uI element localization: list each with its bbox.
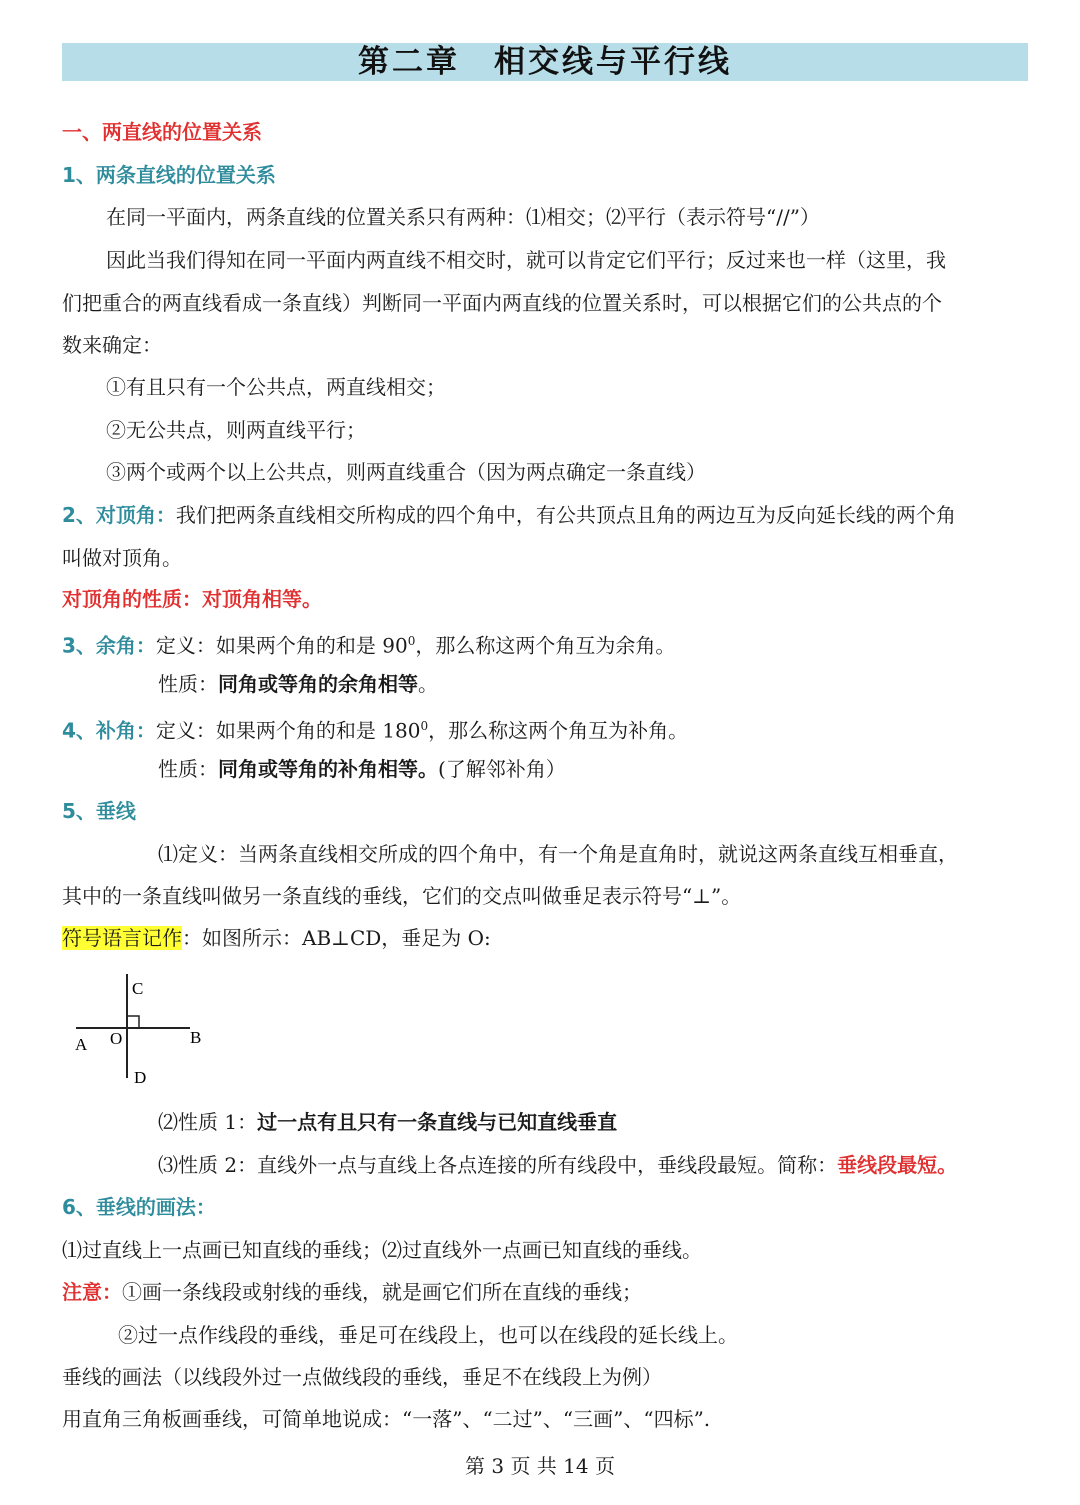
- definition-text: 定义：如果两个角的和是 180: [155, 718, 421, 743]
- paragraph: 数来确定：: [62, 333, 162, 357]
- subsection-heading-6: 6、垂线的画法：: [62, 1195, 216, 1219]
- chapter-title-bar: [62, 43, 1028, 81]
- paragraph: 其中的一条直线叫做另一条直线的垂线，它们的交点叫做垂足表示符号“⊥”。: [62, 884, 742, 908]
- page-footer: 第 3 页 共 14 页: [465, 1454, 615, 1478]
- punctuation: 。: [418, 672, 438, 696]
- subsection-heading-5: 5、垂线: [62, 799, 136, 823]
- subsection-label: 4、补角：: [62, 718, 156, 743]
- list-item: ①有且只有一个公共点，两直线相交；: [106, 375, 446, 399]
- subsection-heading-1: 1、两条直线的位置关系: [62, 163, 276, 187]
- vertical-angle-definition: [62, 501, 956, 529]
- label-b: B: [190, 1028, 202, 1047]
- symbol-text: ：如图所示：AB⊥CD，垂足为 O:: [182, 926, 491, 950]
- definition-text: 我们把两条直线相交所构成的四个角中，有公共顶点且角的两边互为反向延长线的两个角: [175, 503, 956, 527]
- label-o: O: [110, 1029, 123, 1048]
- property-label: 性质：: [158, 757, 218, 781]
- paragraph: ⑴过直线上一点画已知直线的垂线；⑵过直线外一点画已知直线的垂线。: [62, 1238, 702, 1262]
- note-text: ①画一条线段或射线的垂线，就是画它们所在直线的垂线；: [122, 1280, 642, 1304]
- property-text: 同角或等角的余角相等: [218, 672, 418, 696]
- label-a: A: [75, 1035, 88, 1054]
- chapter-title: 第二章 相交线与平行线: [358, 44, 732, 80]
- label-d: D: [134, 1068, 147, 1087]
- note-line-1: [62, 1278, 642, 1306]
- perpendicular-figure: [70, 970, 230, 1090]
- superscript: 0: [420, 719, 429, 733]
- definition-text: 定义：如果两个角的和是 90: [155, 633, 408, 658]
- perpendicular-property-2: [158, 1151, 957, 1179]
- property-label: ⑵性质 1：: [158, 1110, 258, 1134]
- property-note: (了解邻补角）: [438, 757, 566, 781]
- perpendicular-property-1: [158, 1108, 617, 1136]
- list-item: ②无公共点，则两直线平行；: [106, 418, 366, 442]
- paragraph: 叫做对顶角。: [62, 546, 182, 570]
- property-text: ⑶性质 2：直线外一点与直线上各点连接的所有线段中，垂线段最短。简称：: [158, 1153, 838, 1177]
- list-item: ③两个或两个以上公共点，则两直线重合（因为两点确定一条直线）: [106, 460, 706, 484]
- definition-text: ，那么称这两个角互为余角。: [415, 633, 676, 658]
- paragraph: 因此当我们得知在同一平面内两直线不相交时，就可以肯定它们平行；反过来也一样（这里，我: [106, 248, 946, 272]
- paragraph: ⑴定义：当两条直线相交所成的四个角中，有一个角是直角时，就说这两条直线互相垂直，: [158, 842, 958, 866]
- complementary-angle-property: [158, 670, 438, 698]
- property-text: 过一点有且只有一条直线与已知直线垂直: [257, 1110, 618, 1134]
- subsection-label: 3、余角：: [62, 633, 156, 658]
- symbol-language-line: [62, 924, 491, 952]
- property-label: 性质：: [158, 672, 218, 696]
- label-c: C: [132, 979, 144, 998]
- paragraph: 垂线的画法（以线段外过一点做线段的垂线，垂足不在线段上为例）: [62, 1365, 662, 1389]
- note-line-2: ②过一点作线段的垂线，垂足可在线段上，也可以在线段的延长线上。: [118, 1323, 738, 1347]
- note-label: 注意：: [62, 1280, 122, 1304]
- complementary-angle-definition: [62, 627, 675, 660]
- superscript: 0: [407, 634, 416, 648]
- right-angle-mark: [127, 1016, 139, 1028]
- paragraph: 在同一平面内，两条直线的位置关系只有两种：⑴相交；⑵平行（表示符号“//”）: [106, 205, 820, 229]
- paragraph: 们把重合的两直线看成一条直线）判断同一平面内两直线的位置关系时，可以根据它们的公共点的个: [62, 291, 942, 315]
- property-short-name: 垂线段最短。: [837, 1153, 958, 1177]
- property-text: 同角或等角的补角相等。: [218, 757, 438, 781]
- supplementary-angle-property: [158, 755, 566, 783]
- vertical-angle-property: 对顶角的性质：对顶角相等。: [62, 587, 322, 611]
- paragraph: 用直角三角板画垂线，可简单地说成：“一落”、“二过”、“三画”、“四标”.: [62, 1407, 711, 1431]
- supplementary-angle-definition: [62, 712, 688, 745]
- highlighted-term: 符号语言记作: [62, 926, 182, 950]
- section-heading-1: 一、两直线的位置关系: [62, 120, 262, 144]
- subsection-label: 2、对顶角：: [62, 503, 176, 527]
- definition-text: ，那么称这两个角互为补角。: [428, 718, 689, 743]
